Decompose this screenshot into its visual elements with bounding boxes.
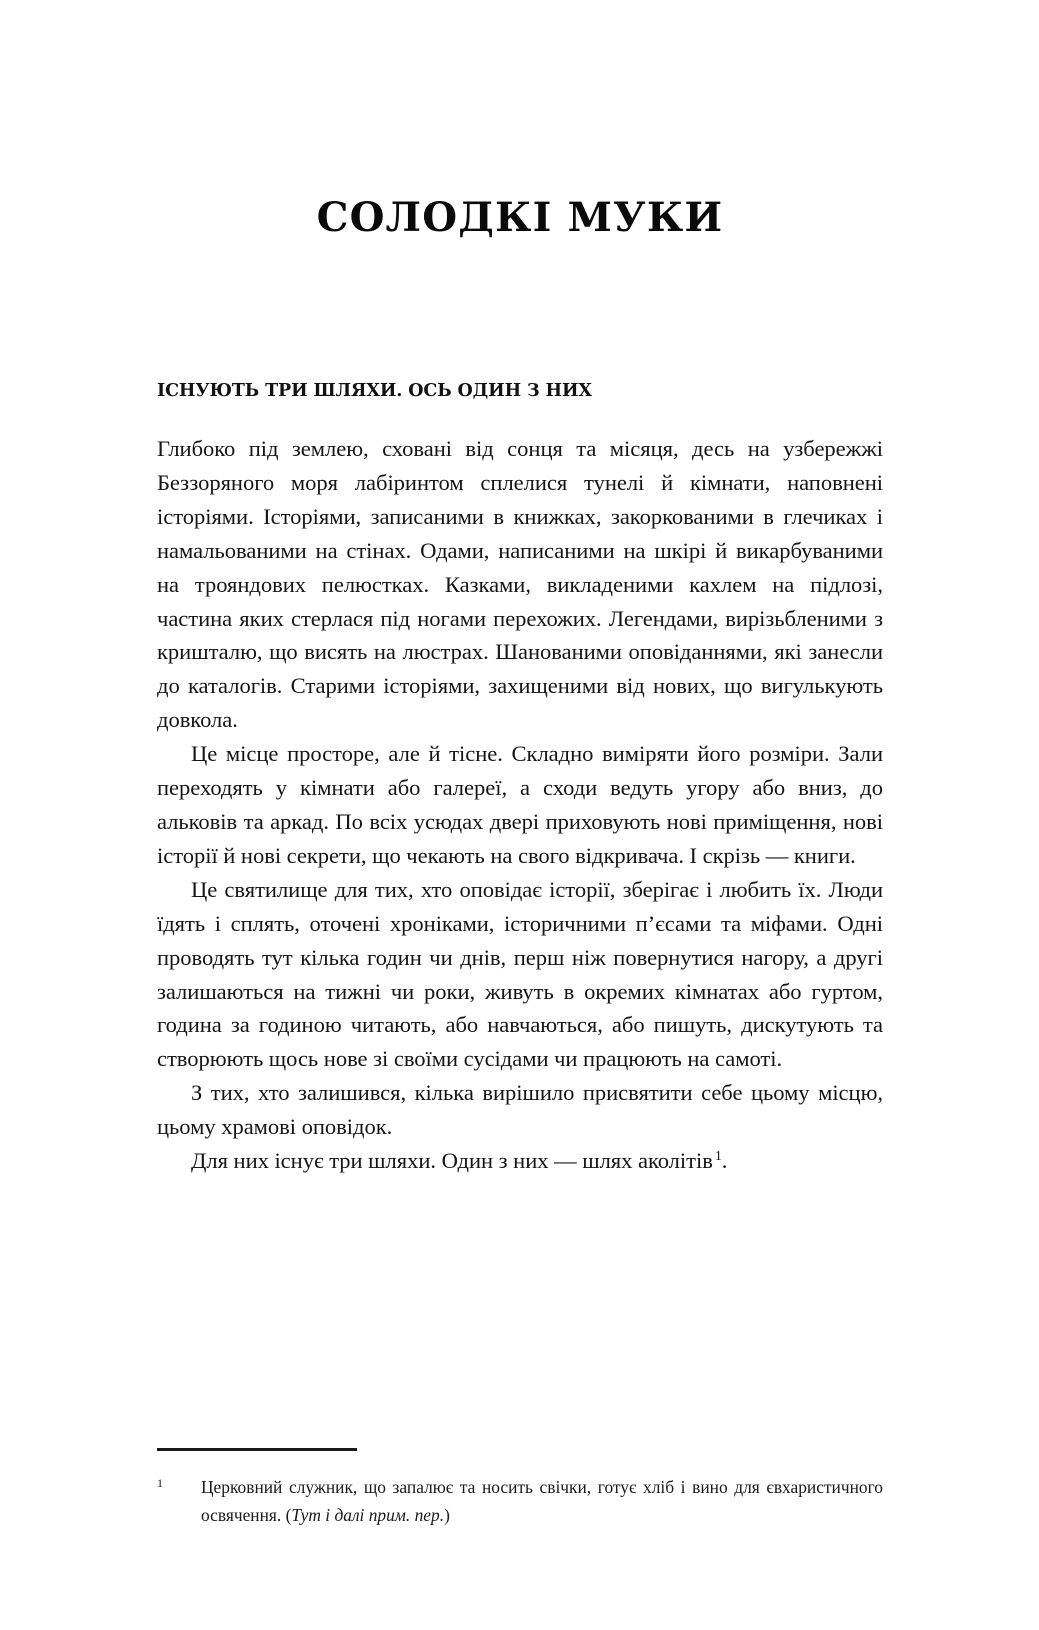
paragraph-5: [157, 1144, 883, 1178]
footnote-text-leading: Церковний служник, що запалює та носить свічки, готує хліб і вино для євхаристичного освячення. (: [201, 1477, 883, 1525]
paragraph-2: Це місце просторе, але й тісне. Складно виміряти його розміри. Зали переходять у кімнати або галереї, а сходи ведуть угору або вниз, до альковів та аркад. По всіх усюдах двері приховують нові приміщення, нові історії й нові секрети, що чекають на свого відкривача. І скрізь — книги.: [157, 741, 883, 868]
paragraph-5-terminator: .: [721, 1148, 728, 1174]
footnote-area: [157, 1448, 883, 1529]
footnote-1: [157, 1473, 883, 1529]
body-text: [157, 432, 883, 1178]
chapter-title: СОЛОДКІ МУКИ: [316, 194, 724, 241]
paragraph-1: Глибоко під землею, сховані від сонця та місяця, десь на узбережжі Беззоряного моря лабіринтом сплелися тунелі й кімнати, наповнені історіями. Історіями, записаними в книжках, закоркованими в глечиках і намальованими на стінах. Одами, написаними на шкірі й викарбуваними на трояндових пелюстках. Казками, викладеними кахлем на підлозі, частина яких стерлася під ногами перехожих. Легендами, вирізьбленими з кришталю, що висять на люстрах. Шанованими оповіданнями, які занесли до каталогів. Старими історіями, захищеними від нових, що вигулькують довкола.: [157, 436, 883, 733]
footnote-text-trailing: ): [444, 1505, 450, 1525]
footnote-text-italic: Тут і далі прим. пер.: [291, 1505, 445, 1525]
section-heading: ІСНУЮТЬ ТРИ ШЛЯХИ. ОСЬ ОДИН З НИХ: [157, 381, 592, 401]
paragraph-5-text: Для них існує три шляхи. Один з них — шлях аколітів: [191, 1148, 713, 1174]
paragraph-3: Це святилище для тих, хто оповідає історії, зберігає і любить їх. Люди їдять і сплять, оточені хроніками, історичними п’єсами та міфами. Одні проводять тут кілька годин чи днів, перш ніж повернутися нагору, а другі залишаються на тижні чи роки, живуть в окремих кімнатах або гуртом, година за годиною читають, або навчаються, або пишуть, дискутують та створюють щось нове зі своїми сусідами чи працюють на самоті.: [157, 876, 883, 1072]
footnote-separator-rule: [157, 1448, 357, 1451]
paragraph-4: З тих, хто залишився, кілька вирішило присвятити себе цьому місцю, цьому храмові оповідок.: [157, 1080, 883, 1140]
footnote-marker-1: 1: [157, 1476, 163, 1490]
footnote-reference-1[interactable]: 1: [714, 1148, 722, 1164]
